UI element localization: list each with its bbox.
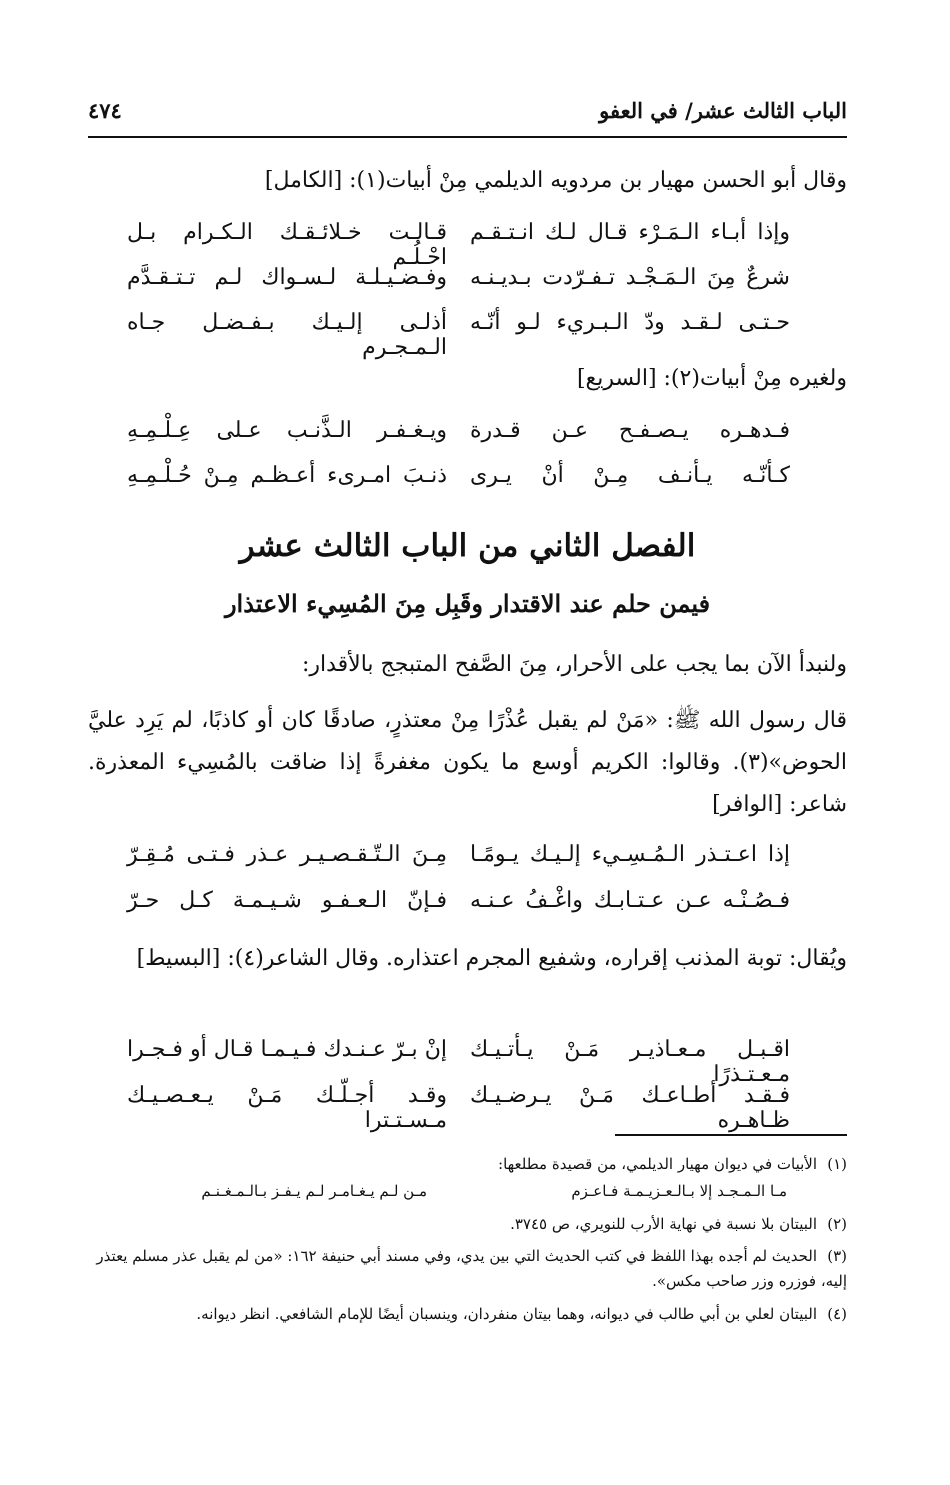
footnote-text: البيتان لعلي بن أبي طالب في ديوانه، وهما بيتان منفردان، وينسبان أيضًا للإمام الشافعي. انظر ديوانه.	[196, 1305, 817, 1323]
footnote	[88, 1244, 847, 1294]
verse-line	[88, 418, 847, 462]
verse-hemistich: ويـغـفـر الـذَّنـب عـلى عِـلْـمِـهِ	[127, 418, 447, 443]
footnote-verse	[88, 1182, 847, 1208]
footnote-number: (٣)	[827, 1247, 847, 1265]
running-header	[88, 98, 847, 132]
verse-hemistich: مـا الـمـجـد إلا بـالـعـزيـمـة فـاعـزم	[571, 1182, 787, 1200]
verse-hemistich: شرعٌ مِنَ الـمَـجْـد تـفـرّدت بـديـنـه	[470, 265, 790, 290]
intro-text-2: ولغيره مِنْ أبيات(٢): [السريع]	[576, 366, 847, 391]
verse-hemistich: إنْ بـرّ عـنـدك فـيـمـا قـال أو فـجـرا	[127, 1037, 447, 1062]
verse-hemistich: إذا اعـتـذر الـمُـسِـيء إلـيـك يـومًـا	[470, 842, 790, 867]
page-number: ٤٧٤	[88, 98, 122, 123]
verse-hemistich: مِـنَ الـتّـقـصـيـر عـذر فـتـى مُـقِـرّ	[127, 842, 447, 867]
verse-line	[88, 1083, 847, 1133]
verse-hemistich: مـن لـم يـغـامـر لـم يـفـز بـالـمـغـنـم	[201, 1182, 427, 1200]
verse-line	[88, 463, 847, 507]
verse-hemistich: كـأنّـه يـأنـف مِـنْ أنْ يـرى	[470, 463, 790, 488]
header-rule	[88, 136, 847, 138]
paragraph: ويُقال: توبة المذنب إقراره، وشفيع المجرم اعتذاره. وقال الشاعر(٤): [البسيط]	[136, 946, 847, 971]
verse-hemistich: حـتـى لـقـد ودّ الـبـريء لـو أنّـه	[470, 310, 790, 335]
verse-hemistich: أذلـى إلـيـك بـفـضـل جـاه الـمـجـرم	[127, 310, 447, 360]
verse-hemistich: اقـبـل مـعـاذيـر مَـنْ يـأتـيـك مـعـتـذرًا	[470, 1037, 790, 1087]
verse-line	[88, 888, 847, 932]
verse-hemistich: فـإنّ الـعـفـو شـيـمـة كـل حـرّ	[127, 888, 447, 913]
verse-line	[88, 310, 847, 360]
section-subtitle: فيمن حلم عند الاقتدار وقَبِل مِنَ المُسِيء الاعتذار	[224, 589, 711, 618]
verse-hemistich: وفـضـيـلـة لـسـواك لـم تـتـقـدَّم	[127, 265, 447, 290]
verse-hemistich: وقـد أجـلّـك مَـنْ يـعـصـيـك مـسـتـترا	[127, 1083, 447, 1133]
verse-hemistich: فـقـد أطـاعـك مَـنْ يـرضـيـك ظـاهـره	[470, 1083, 790, 1133]
footnote-text: البيتان بلا نسبة في نهاية الأرب للنويري، ص ٣٧٤٥.	[510, 1215, 817, 1233]
footnote	[88, 1212, 847, 1237]
footnote-text: الأبيات في ديوان مهيار الديلمي، من قصيدة مطلعها:	[498, 1155, 817, 1173]
paragraph: ولنبدأ الآن بما يجب على الأحرار، مِنَ الصَّفح المتبجج بالأقدار:	[301, 652, 847, 677]
verse-hemistich: وإذا أبـاء الـمَـرْء قـال لـك انـتـقـم	[470, 220, 790, 245]
footnote-number: (١)	[827, 1155, 847, 1173]
footnote-number: (٤)	[827, 1305, 847, 1323]
paragraph: قال رسول الله ﷺ: «مَنْ لم يقبل عُذْرًا مِنْ معتذرٍ، صادقًا كان أو كاذبًا، لم يَرِد عليَّ الحوض»(٣). وقالوا: الكريم أوسع ما يكون مغفرةً إذا ضاقت بالمُسِيء المعذرة. شاعر: [الوافر]	[88, 708, 847, 817]
footnote	[88, 1302, 847, 1327]
verse-line	[88, 265, 847, 309]
verse-hemistich: فـصُـنْـه عـن عـتـابـك واغْـفُ عـنـه	[470, 888, 790, 913]
section-title: الفصل الثاني من الباب الثالث عشر	[239, 528, 696, 564]
footnote	[88, 1152, 847, 1177]
footnote-number: (٢)	[827, 1215, 847, 1233]
verse-line	[88, 220, 847, 270]
verse-line	[88, 1037, 847, 1087]
intro-text-1: وقال أبو الحسن مهيار بن مردويه الديلمي مِنْ أبيات(١): [الكامل]	[264, 168, 847, 193]
verse-hemistich: قـالـت خـلائـقـك الـكـرام بـل احْـلُـم	[127, 220, 447, 270]
verse-hemistich: فـدهـره يـصـفـح عـن قـدرة	[470, 418, 790, 443]
verse-hemistich: ذنـبَ امـرىء أعـظـم مِـنْ حُـلْـمِـهِ	[127, 463, 447, 488]
chapter-title: الباب الثالث عشر/ في العفو	[599, 98, 847, 123]
footnote-rule	[615, 1134, 847, 1136]
footnote-text: الحديث لم أجده بهذا اللفظ في كتب الحديث التي بين يدي، وفي مسند أبي حنيفة ١٦٢: «من لم يقبل عذر مسلم يعتذر إليه، فوزره وزر صاحب مكس».	[96, 1247, 847, 1290]
verse-line	[88, 842, 847, 886]
